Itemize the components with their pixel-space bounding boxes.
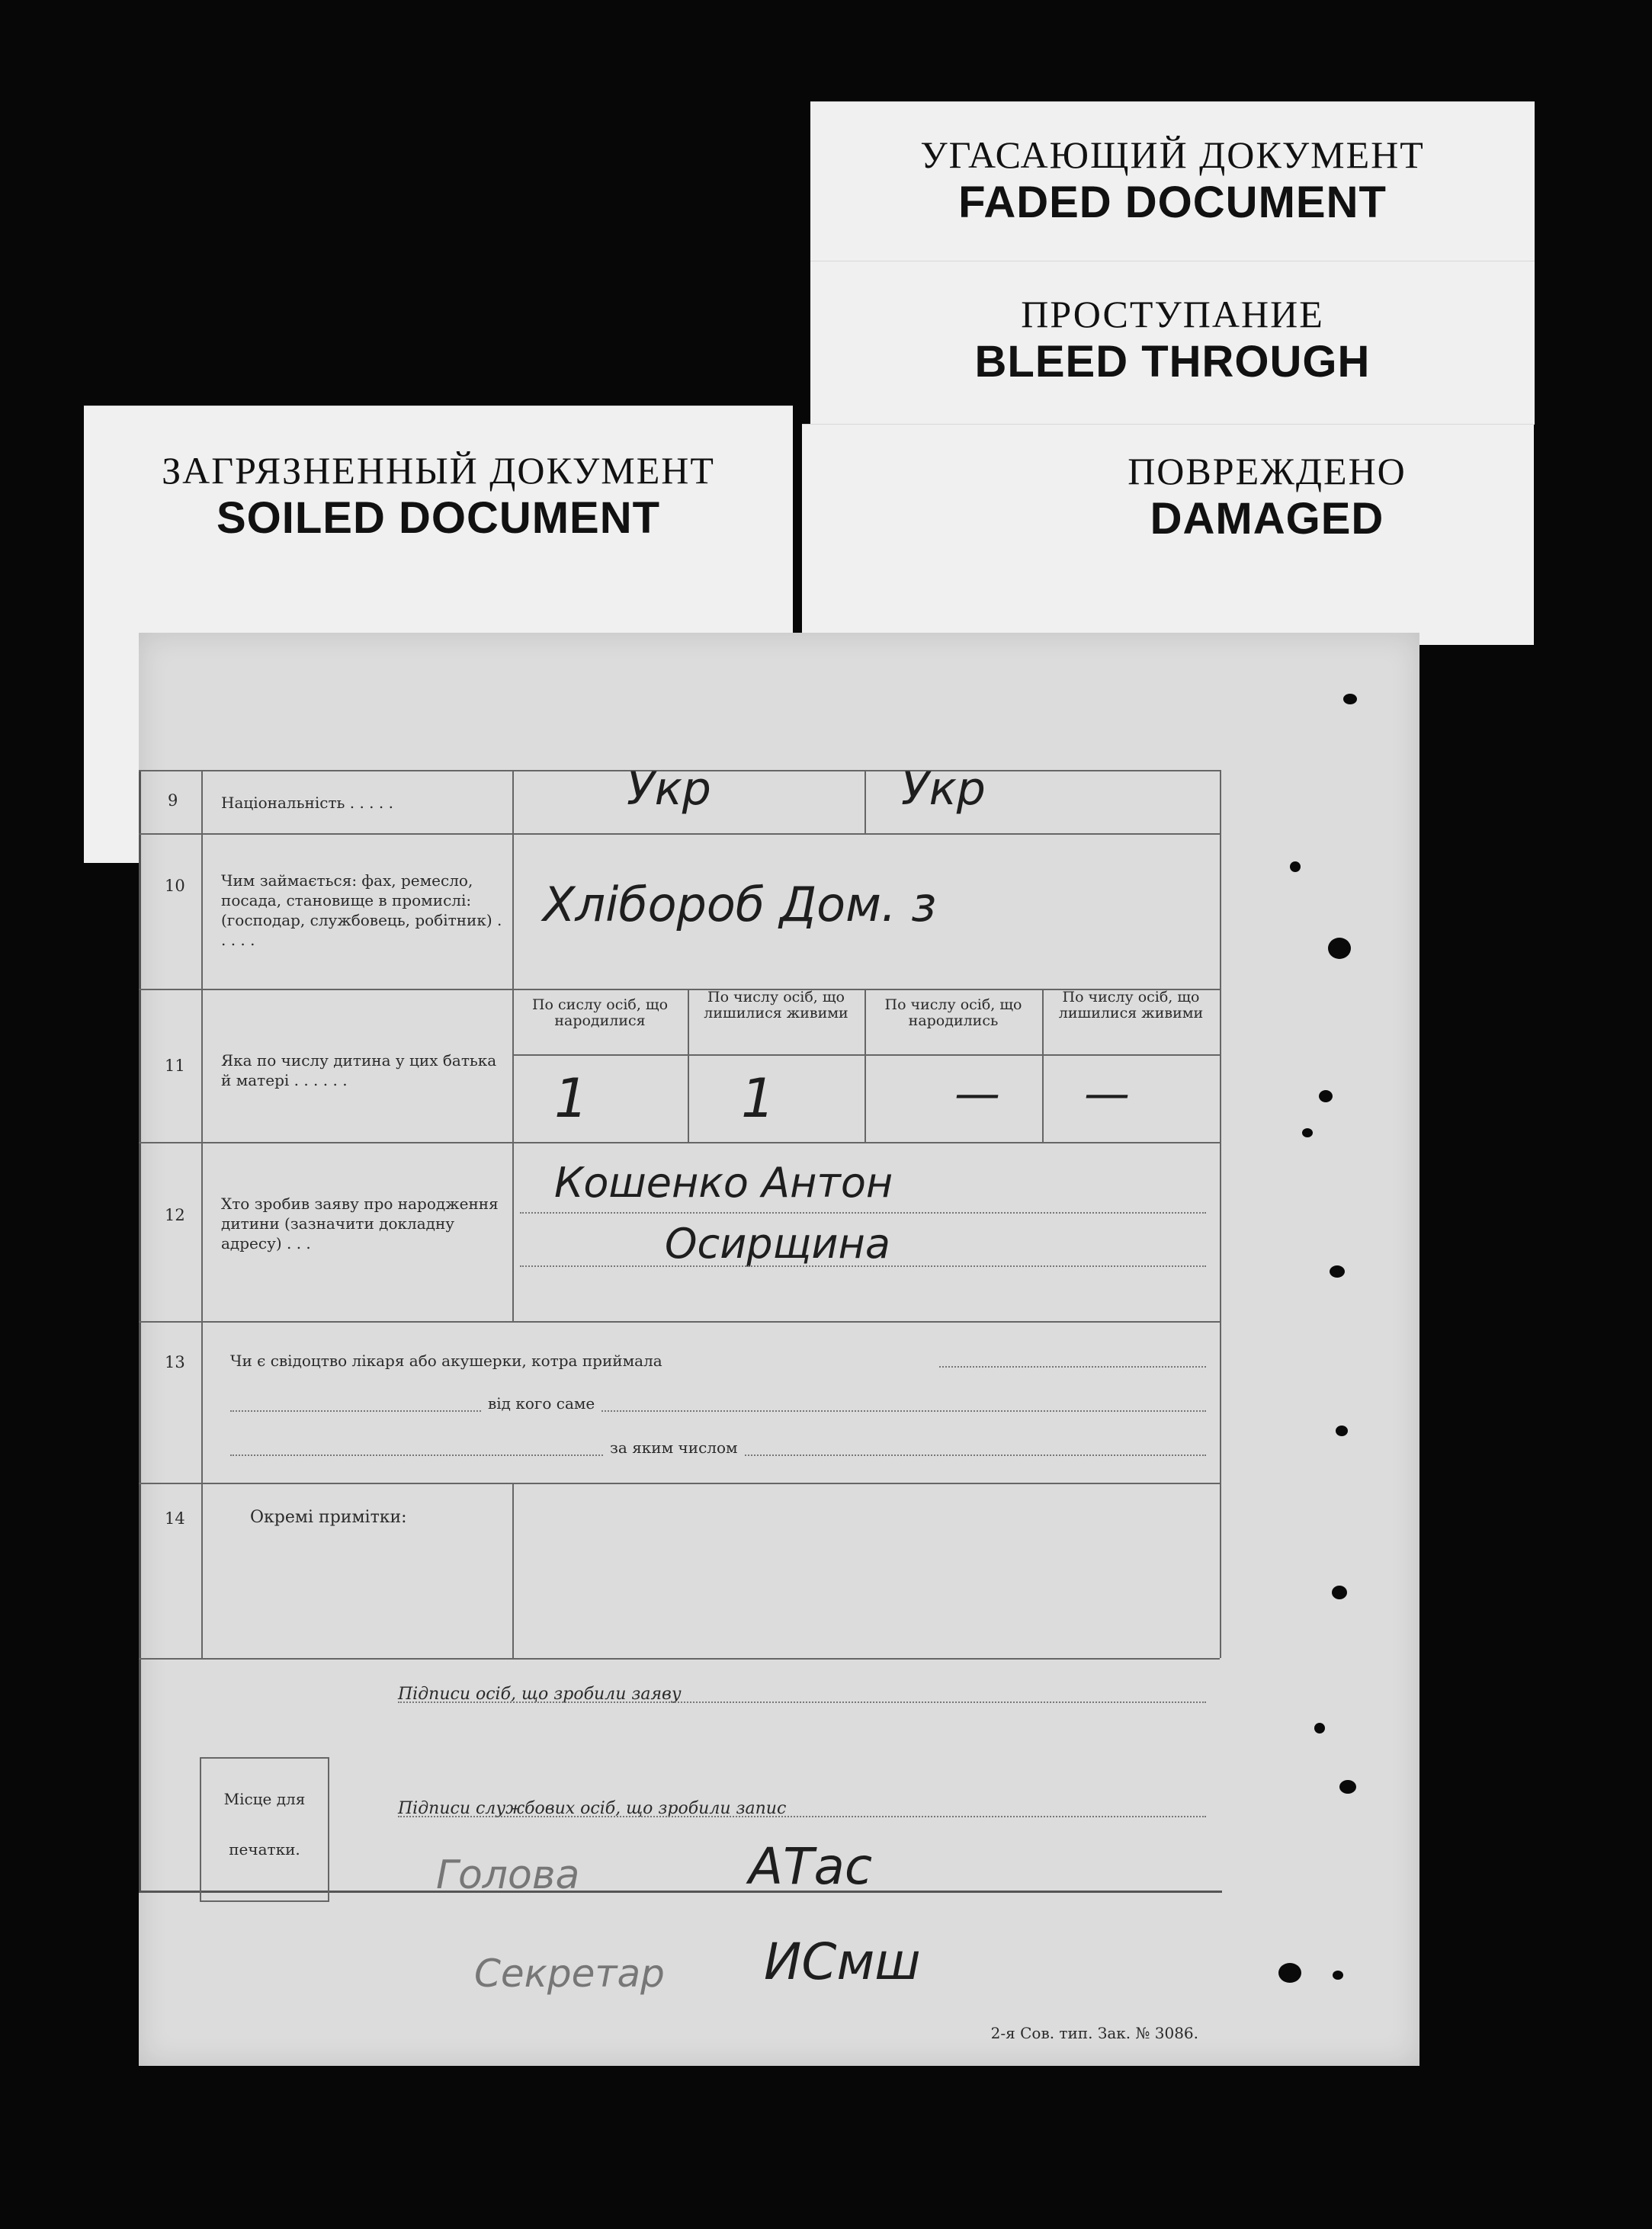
punch-hole xyxy=(1339,1780,1356,1794)
dotted-line xyxy=(398,1701,1206,1703)
secretary-signature: ИСмш xyxy=(764,1932,921,1991)
col-divider xyxy=(1220,770,1221,1658)
dotted-line xyxy=(520,1212,1206,1214)
punch-hole xyxy=(1290,861,1301,872)
row-number: 10 xyxy=(165,877,185,895)
stamp-place-box: Місце для печатки. xyxy=(200,1757,329,1902)
row-number: 12 xyxy=(165,1206,185,1224)
punch-hole xyxy=(1328,938,1351,959)
row-divider xyxy=(139,1142,1220,1143)
dotted-line xyxy=(398,1816,1206,1817)
row-divider xyxy=(139,1321,1220,1323)
col-surviving-count-header-2: По числу осіб, що лишилися живими xyxy=(1058,989,1204,1021)
by-what-date-label: за яким числом xyxy=(604,1438,744,1458)
col-divider xyxy=(201,770,203,1658)
damaged-label-ru: ПОВРЕЖДЕНО xyxy=(1128,450,1407,492)
row-number: 13 xyxy=(165,1353,185,1371)
col-divider xyxy=(864,770,866,833)
soiled-label-ru: ЗАГРЯЗНЕННЫЙ ДОКУМЕНТ xyxy=(162,449,715,492)
punch-hole xyxy=(1333,1971,1343,1980)
bleed-through-card xyxy=(810,261,1535,425)
bleed-label-ru: ПРОСТУПАНИЕ xyxy=(1021,293,1324,335)
officials-signatures-label: Підписи службових осіб, що зробили запис xyxy=(398,1799,794,1818)
dotted-line xyxy=(520,1265,1206,1267)
faded-label-en: FADED DOCUMENT xyxy=(958,178,1387,227)
declarant-signatures-label: Підписи осіб, що зробили заяву xyxy=(398,1685,689,1704)
row-number: 14 xyxy=(165,1509,185,1528)
col-born-count-header-2: По числу осіб, що народились xyxy=(884,996,1022,1029)
row-divider xyxy=(512,1054,1220,1056)
faded-label-ru: УГАСАЮЩИЙ ДОКУМЕНТ xyxy=(920,133,1425,176)
chairman-signature: АТас xyxy=(749,1837,873,1896)
handwritten-born-count-2: — xyxy=(954,1067,1000,1121)
child-order-label: Яка по числу дитина у цих батька й матері . . . . . . xyxy=(221,1051,497,1089)
damaged-card xyxy=(802,424,1534,645)
punch-hole xyxy=(1332,1586,1347,1599)
handwritten-occupation: Хлібороб Дом. з xyxy=(543,877,937,932)
dotted-line xyxy=(230,1410,1206,1412)
handwritten-declarant-address: Осирщина xyxy=(665,1220,890,1268)
col-divider xyxy=(512,770,514,1321)
soiled-label-en: SOILED DOCUMENT xyxy=(216,493,661,543)
handwritten-born-count: 1 xyxy=(554,1067,589,1130)
dotted-line xyxy=(939,1366,1206,1368)
handwritten-surviving-count: 1 xyxy=(741,1067,775,1130)
punch-hole xyxy=(1302,1128,1313,1137)
row-divider xyxy=(139,833,1220,835)
from-whom-label: від кого саме xyxy=(482,1394,601,1413)
handwritten-nationality-father: Укр xyxy=(627,762,711,816)
handwritten-surviving-count-2: — xyxy=(1084,1067,1130,1121)
punch-hole xyxy=(1319,1090,1333,1102)
birth-record-sheet xyxy=(139,633,1419,2066)
punch-hole xyxy=(1330,1265,1345,1278)
row-number: 11 xyxy=(165,1057,185,1075)
row-divider xyxy=(139,1483,1220,1484)
punch-hole xyxy=(1314,1723,1325,1733)
damaged-label-en: DAMAGED xyxy=(1150,494,1384,544)
declarant-label: Хто зробив заяву про народження дитини (зазначити докладну адресу) . . . xyxy=(221,1195,499,1252)
row-divider xyxy=(139,1658,1220,1660)
handwritten-declarant-name: Кошенко Антон xyxy=(554,1159,893,1207)
col-surviving-count-header: По числу осіб, що лишилися живими xyxy=(704,989,848,1021)
handwritten-nationality-mother: Укр xyxy=(901,762,986,816)
notes-label: Окремі примітки: xyxy=(250,1508,407,1527)
doctor-certificate-question: Чи є свідоцтво лікаря або акушерки, котра приймала xyxy=(230,1352,662,1370)
nationality-label: Національність . . . . . xyxy=(221,794,393,812)
print-order-number: 2-я Сов. тип. Зак. № 3086. xyxy=(990,2024,1198,2042)
punch-hole xyxy=(1343,694,1357,704)
col-divider xyxy=(512,1483,514,1658)
handwritten-chairman-title: Голова xyxy=(436,1852,580,1898)
bleed-label-en: BLEED THROUGH xyxy=(974,337,1371,386)
handwritten-secretary-title: Секретар xyxy=(474,1952,665,1996)
faded-document-card xyxy=(810,101,1535,265)
punch-hole xyxy=(1278,1963,1301,1983)
punch-hole xyxy=(1336,1426,1348,1436)
col-born-count-header: По сислу осіб, що народилися xyxy=(531,996,669,1029)
occupation-label: Чим займається: фах, ремесло, посада, становище в промислі: (господар, службовець, робітник) . . . . . xyxy=(221,871,502,949)
row-number: 9 xyxy=(168,791,178,810)
